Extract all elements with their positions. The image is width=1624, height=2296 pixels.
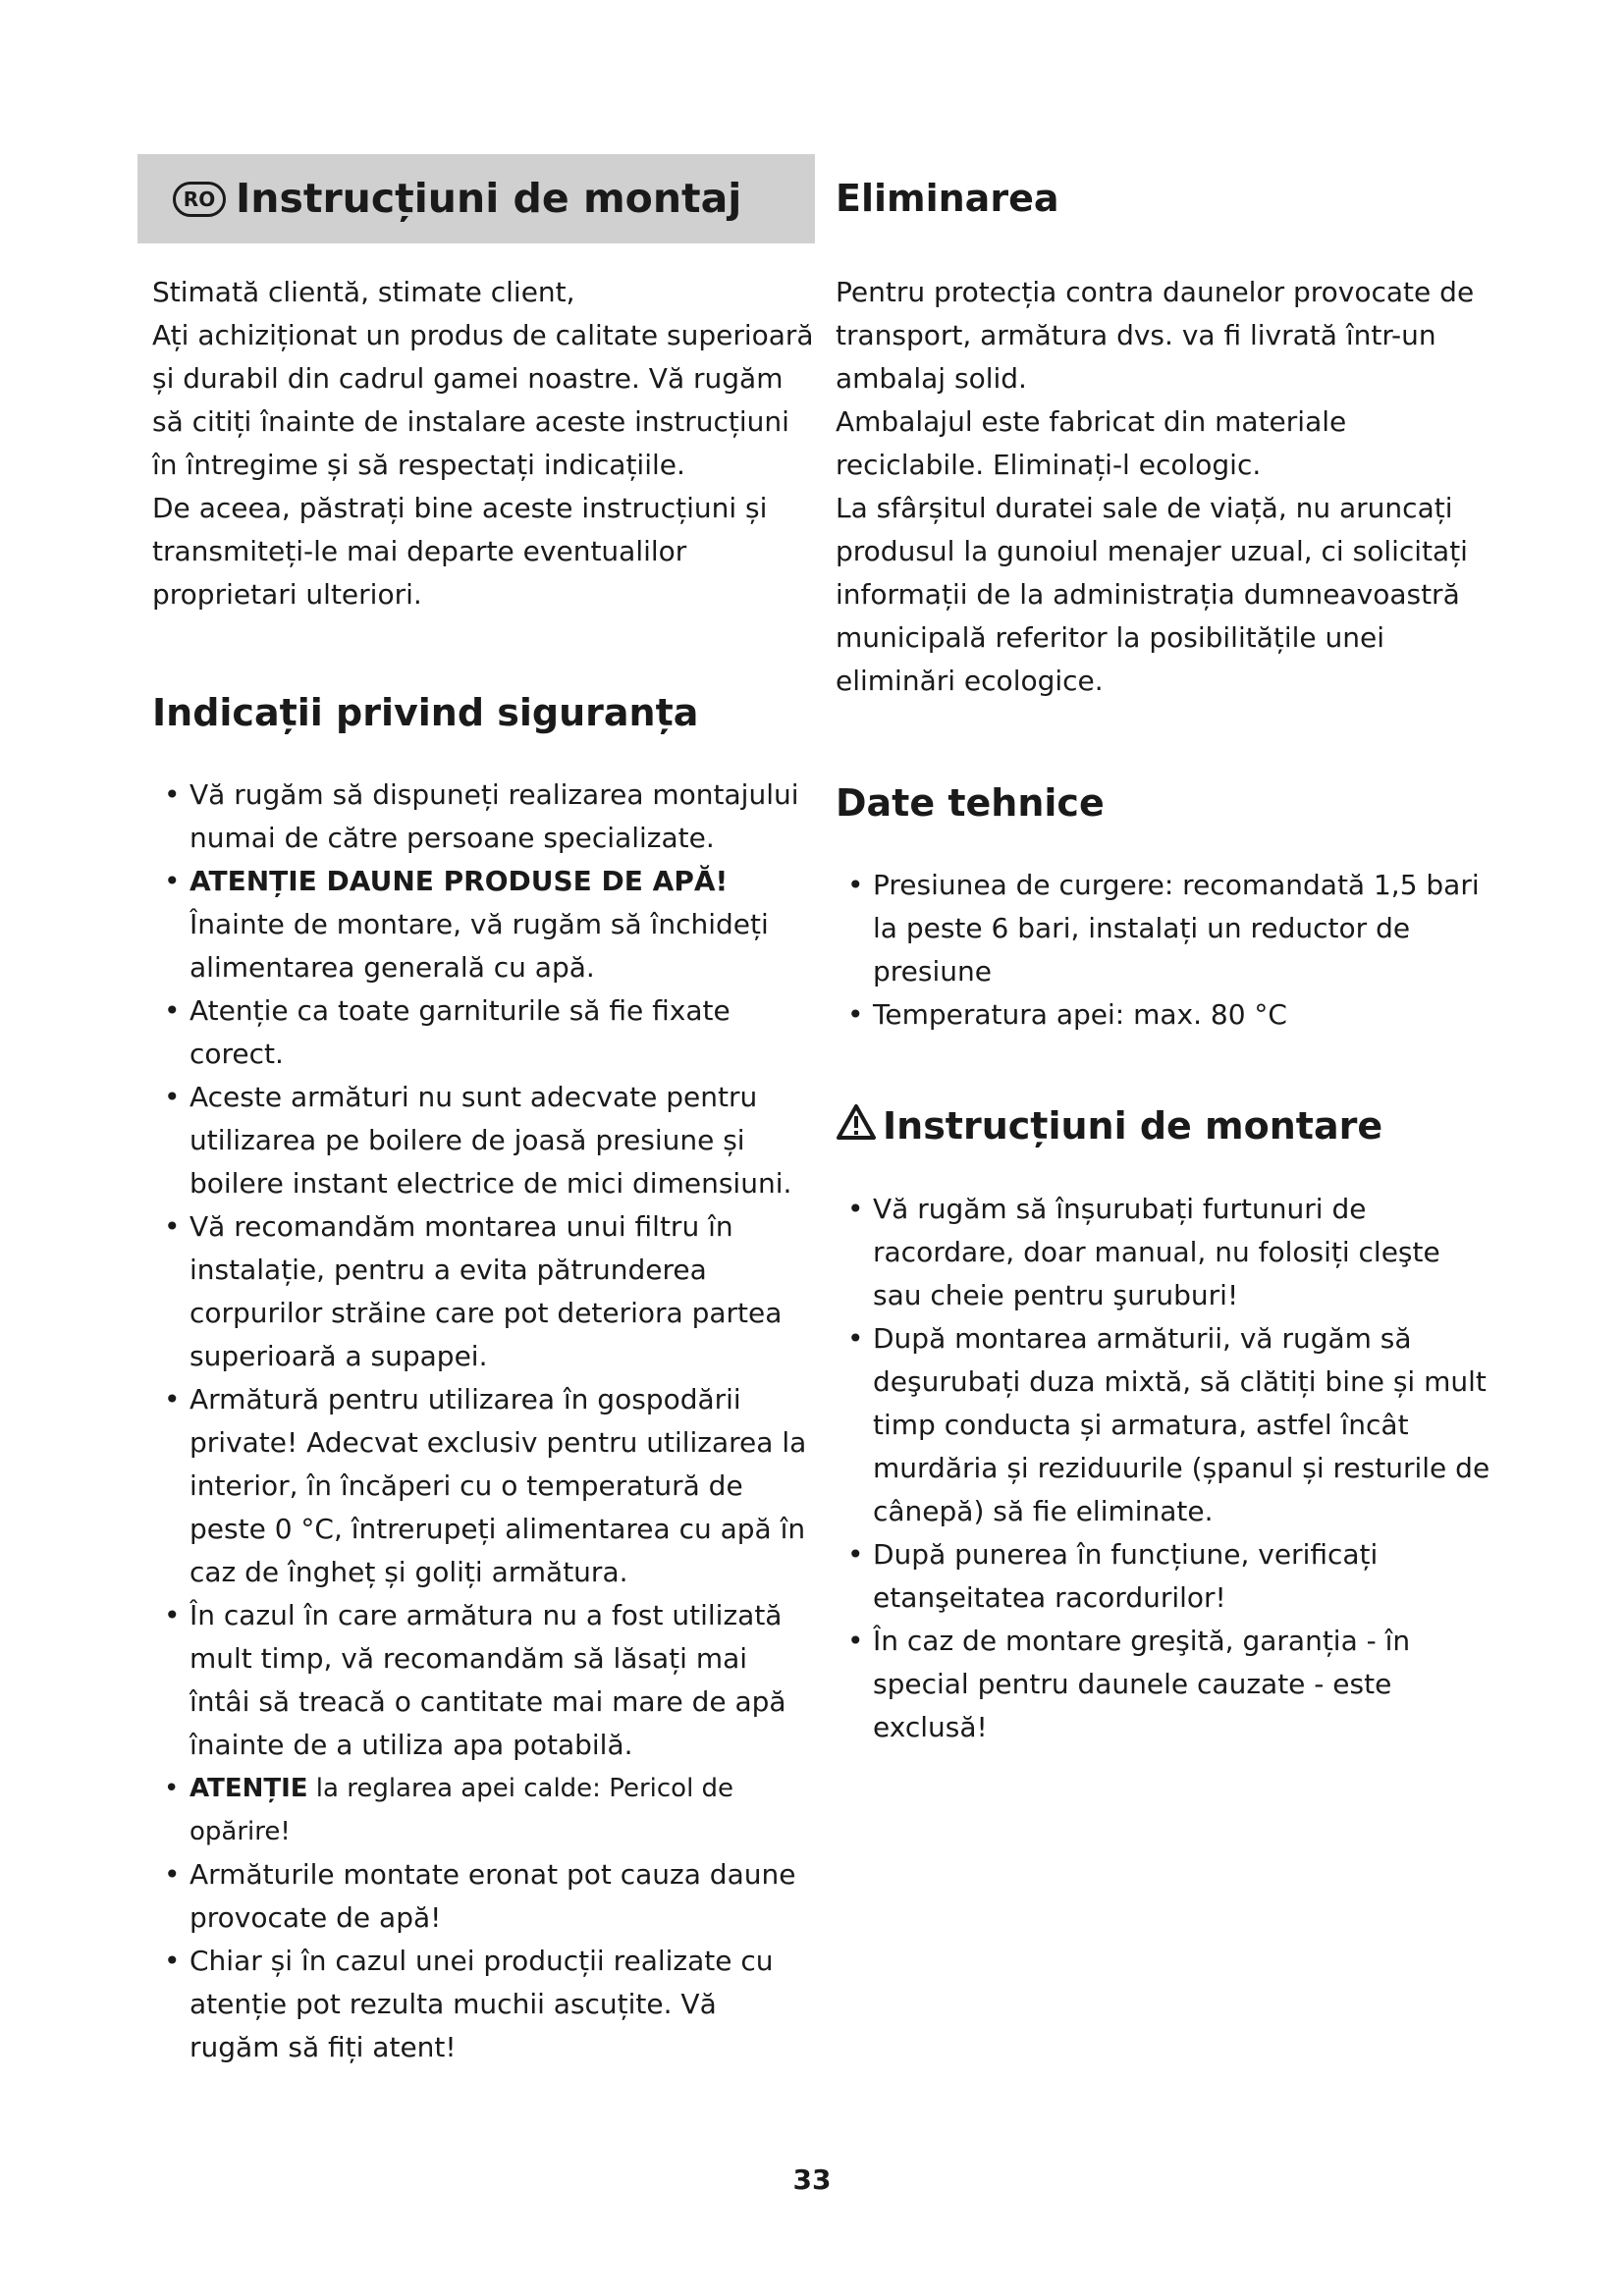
language-badge: RO xyxy=(173,182,226,217)
list-item: • Vă rugăm să înșurubați furtunuri de racordare, doar manual, nu folosiți cleşte sau cheie pentru şuruburi! xyxy=(836,1188,1495,1317)
tech-list xyxy=(836,864,1495,1037)
page-title: Instrucțiuni de montaj xyxy=(236,174,742,222)
disposal-text xyxy=(836,271,1495,703)
safety-list xyxy=(152,774,815,2069)
list-item: • După punerea în funcțiune, verificați etanşeitatea racordurilor! xyxy=(836,1533,1495,1620)
list-item: • Vă recomandăm montarea unui filtru în instalație, pentru a evita pătrunderea corpurilor străine care pot deteriora partea superioară a supapei. xyxy=(152,1205,815,1378)
list-item: • Presiunea de curgere: recomandată 1,5 bari la peste 6 bari, instalați un reductor de presiune xyxy=(836,864,1495,993)
tech-heading: Date tehnice xyxy=(836,781,1105,825)
page-number: 33 xyxy=(792,2163,832,2196)
list-item: • Chiar și în cazul unei producții realizate cu atenție pot rezulta muchii ascuțite. Vă rugăm să fiți atent! xyxy=(152,1940,815,2069)
disposal-paragraph: La sfârșitul duratei sale de viață, nu aruncați produsul la gunoiul menajer uzual, ci solicitați informații de la administrația dumneavoastră municipală referitor la posibilitățile unei eliminări ecologice. xyxy=(836,492,1468,697)
intro-greeting: Stimată clientă, stimate client, xyxy=(152,276,575,308)
list-item: • Temperatura apei: max. 80 °C xyxy=(836,993,1495,1037)
intro-paragraph: Ați achiziționat un produs de calitate superioară și durabil din cadrul gamei noastre. Vă rugăm să citiți înainte de instalare aceste instrucțiuni în întregime și să respectați indicațiile. xyxy=(152,319,814,481)
disposal-paragraph: Pentru protecția contra daunelor provocate de transport, armătura dvs. va fi livrată într-un ambalaj solid. xyxy=(836,276,1475,395)
left-column xyxy=(137,154,815,2069)
disposal-heading-bar xyxy=(836,154,1495,243)
list-item: • ATENȚIE la reglarea apei calde: Pericol de opărire! xyxy=(152,1767,815,1853)
list-item: • Armăturile montate eronat pot cauza daune provocate de apă! xyxy=(152,1853,815,1940)
disposal-heading: Eliminarea xyxy=(836,176,1059,220)
list-item: • Armătură pentru utilizarea în gospodării private! Adecvat exclusiv pentru utilizarea la interior, în încăperi cu o temperatură de peste 0 °C, întrerupeți alimentarea cu apă în caz de îngheț și goliți armătura. xyxy=(152,1378,815,1594)
safety-section xyxy=(137,691,815,2069)
list-item: • În cazul în care armătura nu a fost utilizată mult timp, vă recomandăm să lăsați mai întâi să treacă o cantitate mai mare de apă înainte de a utiliza apa potabilă. xyxy=(152,1594,815,1767)
warning-icon xyxy=(836,1103,877,1151)
right-column xyxy=(836,154,1495,1749)
disposal-paragraph: Ambalajul este fabricat din materiale reciclabile. Eliminați-l ecologic. xyxy=(836,405,1347,481)
mount-heading xyxy=(836,1103,1495,1151)
list-item: • Aceste armături nu sunt adecvate pentru utilizarea pe boilere de joasă presiune și boilere instant electrice de mici dimensiuni. xyxy=(152,1076,815,1205)
list-item: • ATENȚIE DAUNE PRODUSE DE APĂ! Înainte de montare, vă rugăm să închideți alimentarea generală cu apă. xyxy=(152,860,815,989)
list-item: • Atenție ca toate garniturile să fie fixate corect. xyxy=(152,989,815,1076)
intro-paragraph: De aceea, păstrați bine aceste instrucțiuni și transmiteți-le mai departe eventualilor proprietari ulteriori. xyxy=(152,492,768,611)
section-header-bar xyxy=(137,154,815,243)
safety-heading: Indicații privind siguranța xyxy=(152,691,699,734)
mount-heading-text: Instrucțiuni de montare xyxy=(883,1103,1383,1148)
intro-text xyxy=(137,271,815,616)
list-item: • Vă rugăm să dispuneți realizarea montajului numai de către persoane specializate. xyxy=(152,774,815,860)
list-item: • În caz de montare greşită, garanția - în special pentru daunele cauzate - este exclusă! xyxy=(836,1620,1495,1749)
list-item: • După montarea armăturii, vă rugăm să deşurubați duza mixtă, să clătiți bine și mult timp conducta și armatura, astfel încât murdăria și reziduurile (șpanul și resturile de cânepă) să fie eliminate. xyxy=(836,1317,1495,1533)
mount-list xyxy=(836,1188,1495,1749)
